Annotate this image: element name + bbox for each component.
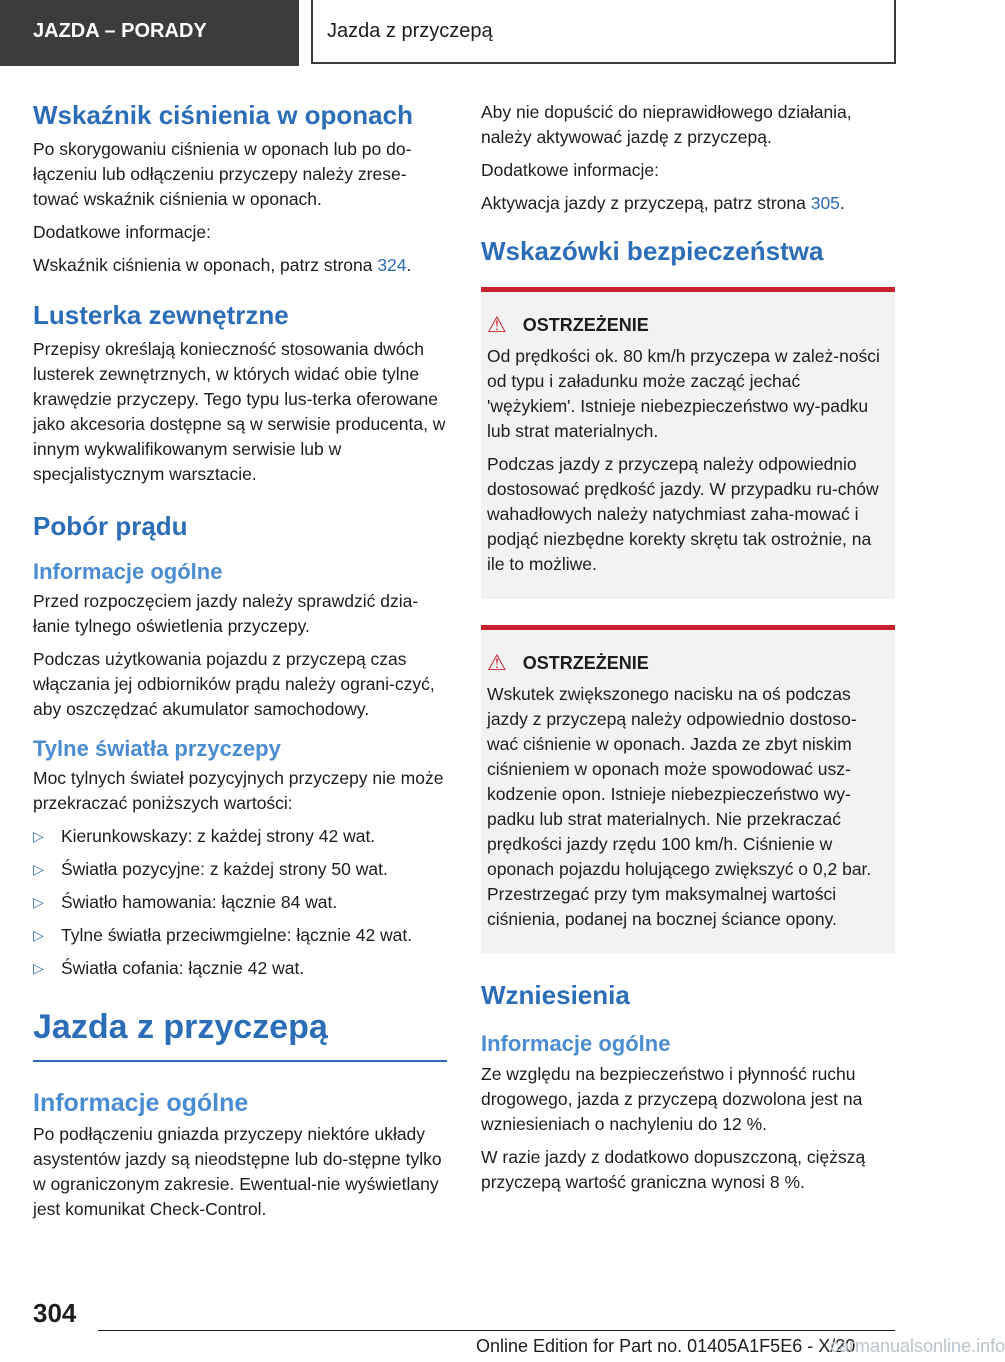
triangle-bullet-icon: ▷ xyxy=(33,894,44,911)
edition-text: Online Edition for Part no. 01405A1F5E6 - X/20 xyxy=(476,1336,856,1356)
trailer-general-paragraph: Po podłączeniu gniazda przyczepy niektóre układy asystentów jazdy są nieodstępne lub do-stępne tylko w ograniczonym zakresie. Ewentual-nie wyświetlany jest komunikat Check-Control. xyxy=(33,1124,442,1220)
trailer-lights-heading: Tylne światła przyczepy xyxy=(33,735,281,761)
power-heading: Pobór prądu xyxy=(33,511,188,542)
footer-divider xyxy=(98,1330,895,1331)
intro-reference: Aktywacja jazdy z przyczepą, patrz strona 305. xyxy=(481,193,845,213)
list-item: ▷ Tylne światła przeciwmgielne: łącznie 42 wat. xyxy=(33,923,447,948)
page-header xyxy=(0,0,960,66)
warning-triangle-icon: ⚠ xyxy=(487,312,507,338)
warning-triangle-icon: ⚠ xyxy=(487,650,507,676)
warning-paragraph: Podczas jazdy z przyczepą należy odpowiednio dostosować prędkość jazdy. W przypadku ru-chów wahadłowych należy natychmiast zaha-mować i podjąć niezbędne korekty skrętu tak ostrożnie, na ile to możliwe. xyxy=(487,454,879,575)
section-label: JAZDA – PORADY xyxy=(0,0,299,66)
hills-heading: Wzniesienia xyxy=(481,980,630,1011)
list-item: ▷ Światło hamowania: łącznie 84 wat. xyxy=(33,890,447,915)
warning-box xyxy=(481,625,895,954)
chapter-label: Jazda z przyczepą xyxy=(311,0,896,64)
trailer-general-heading: Informacje ogólne xyxy=(33,1089,249,1118)
triangle-bullet-icon: ▷ xyxy=(33,960,44,977)
mirrors-paragraph: Przepisy określają konieczność stosowania dwóch lusterek zewnętrznych, w których widać obie tylne krawędzie przyczepy. Tego typu lus-terka oferowane jako akcesoria dostępne są w serwisie producenta, w innym wykwalifikowanym serwisie lub w specjalistycznym warsztacie. xyxy=(33,339,446,485)
hills-paragraph-2: W razie jazdy z dodatkowo dopuszczoną, cięższą przyczepą wartość graniczna wynosi 8 %. xyxy=(481,1146,866,1192)
hills-general-heading: Informacje ogólne xyxy=(481,1031,671,1057)
tpms-heading: Wskaźnik ciśnienia w oponach xyxy=(33,100,413,130)
activation-page-link[interactable]: 305 xyxy=(810,193,840,213)
tpms-page-link[interactable]: 324 xyxy=(377,255,407,276)
power-paragraph-2: Podczas użytkowania pojazdu z przyczepą czas włączania jej odbiorników prądu należy ograni-czyć, aby oszczędzać akumulator samochodowy. xyxy=(33,648,435,719)
intro-paragraph: Aby nie dopuścić do nieprawidłowego działania, należy aktywować jazdę z przyczepą. xyxy=(481,102,852,147)
tpms-paragraph: Po skorygowaniu ciśnienia w oponach lub po do-łączeniu lub odłączeniu przyczepy należy zrese-tować wskaźnik ciśnienia w oponach. xyxy=(33,139,412,210)
tpms-reference: Wskaźnik ciśnienia w oponach, patrz strona 324. xyxy=(33,255,412,276)
trailer-lights-list xyxy=(33,824,447,981)
triangle-bullet-icon: ▷ xyxy=(33,927,44,944)
list-item: ▷ Światła pozycyjne: z każdej strony 50 wat. xyxy=(33,857,447,882)
page-number: 304 xyxy=(33,1298,77,1328)
intro-more-label: Dodatkowe informacje: xyxy=(481,160,659,180)
hills-paragraph-1: Ze względu na bezpieczeństwo i płynność ruchu drogowego, jazda z przyczepą dozwolona jest na wzniesieniach o nachyleniu do 12 %. xyxy=(481,1063,863,1134)
trailer-chapter-heading: Jazda z przyczepą xyxy=(33,1007,447,1062)
left-column xyxy=(33,100,447,1230)
right-column xyxy=(481,100,895,1203)
warning-paragraph: Wskutek zwiększonego nacisku na oś podczas jazdy z przyczepą należy odpowiednio dostoso-wać ciśnienie w oponach. Jazda ze zbyt niskim ciśnieniem w oponach może spowodować usz-kodzenie opon. Istnieje niebezpieczeństwo wy-padku lub strat materialnych. Nie przekraczać prędkości jazdy rzędu 100 km/h. Ciśnienie w oponach pojazdu holującego zwiększyć o 0,2 bar. Przestrzegać przy tym maksymalnej wartości ciśnienia, podanej na bocznej ściance opony. xyxy=(487,684,872,930)
warning-box xyxy=(481,287,895,599)
triangle-bullet-icon: ▷ xyxy=(33,861,44,878)
power-general-heading: Informacje ogólne xyxy=(33,558,223,584)
list-item: ▷ Kierunkowskazy: z każdej strony 42 wat. xyxy=(33,824,447,849)
warning-paragraph: Od prędkości ok. 80 km/h przyczepa w zależ-ności od typu i załadunku może zacząć jechać 'wężykiem'. Istnieje niebezpieczeństwo wy-padku lub strat materialnych. xyxy=(487,346,880,442)
warning-label: OSTRZEŻENIE xyxy=(522,652,649,673)
safety-heading: Wskazówki bezpieczeństwa xyxy=(481,236,824,266)
tpms-more-label: Dodatkowe informacje: xyxy=(33,222,211,243)
warning-title xyxy=(487,652,887,674)
mirrors-heading: Lusterka zewnętrzne xyxy=(33,300,289,331)
power-paragraph-1: Przed rozpoczęciem jazdy należy sprawdzić dzia-łanie tylnego oświetlenia przyczepy. xyxy=(33,590,419,636)
warning-label: OSTRZEŻENIE xyxy=(522,314,649,335)
warning-title xyxy=(487,314,887,336)
watermark: carmanualsonline.info xyxy=(830,1336,1005,1356)
trailer-lights-paragraph: Moc tylnych świateł pozycyjnych przyczepy nie może przekraczać poniższych wartości: xyxy=(33,768,444,814)
triangle-bullet-icon: ▷ xyxy=(33,828,44,845)
list-item: ▷ Światła cofania: łącznie 42 wat. xyxy=(33,956,447,981)
